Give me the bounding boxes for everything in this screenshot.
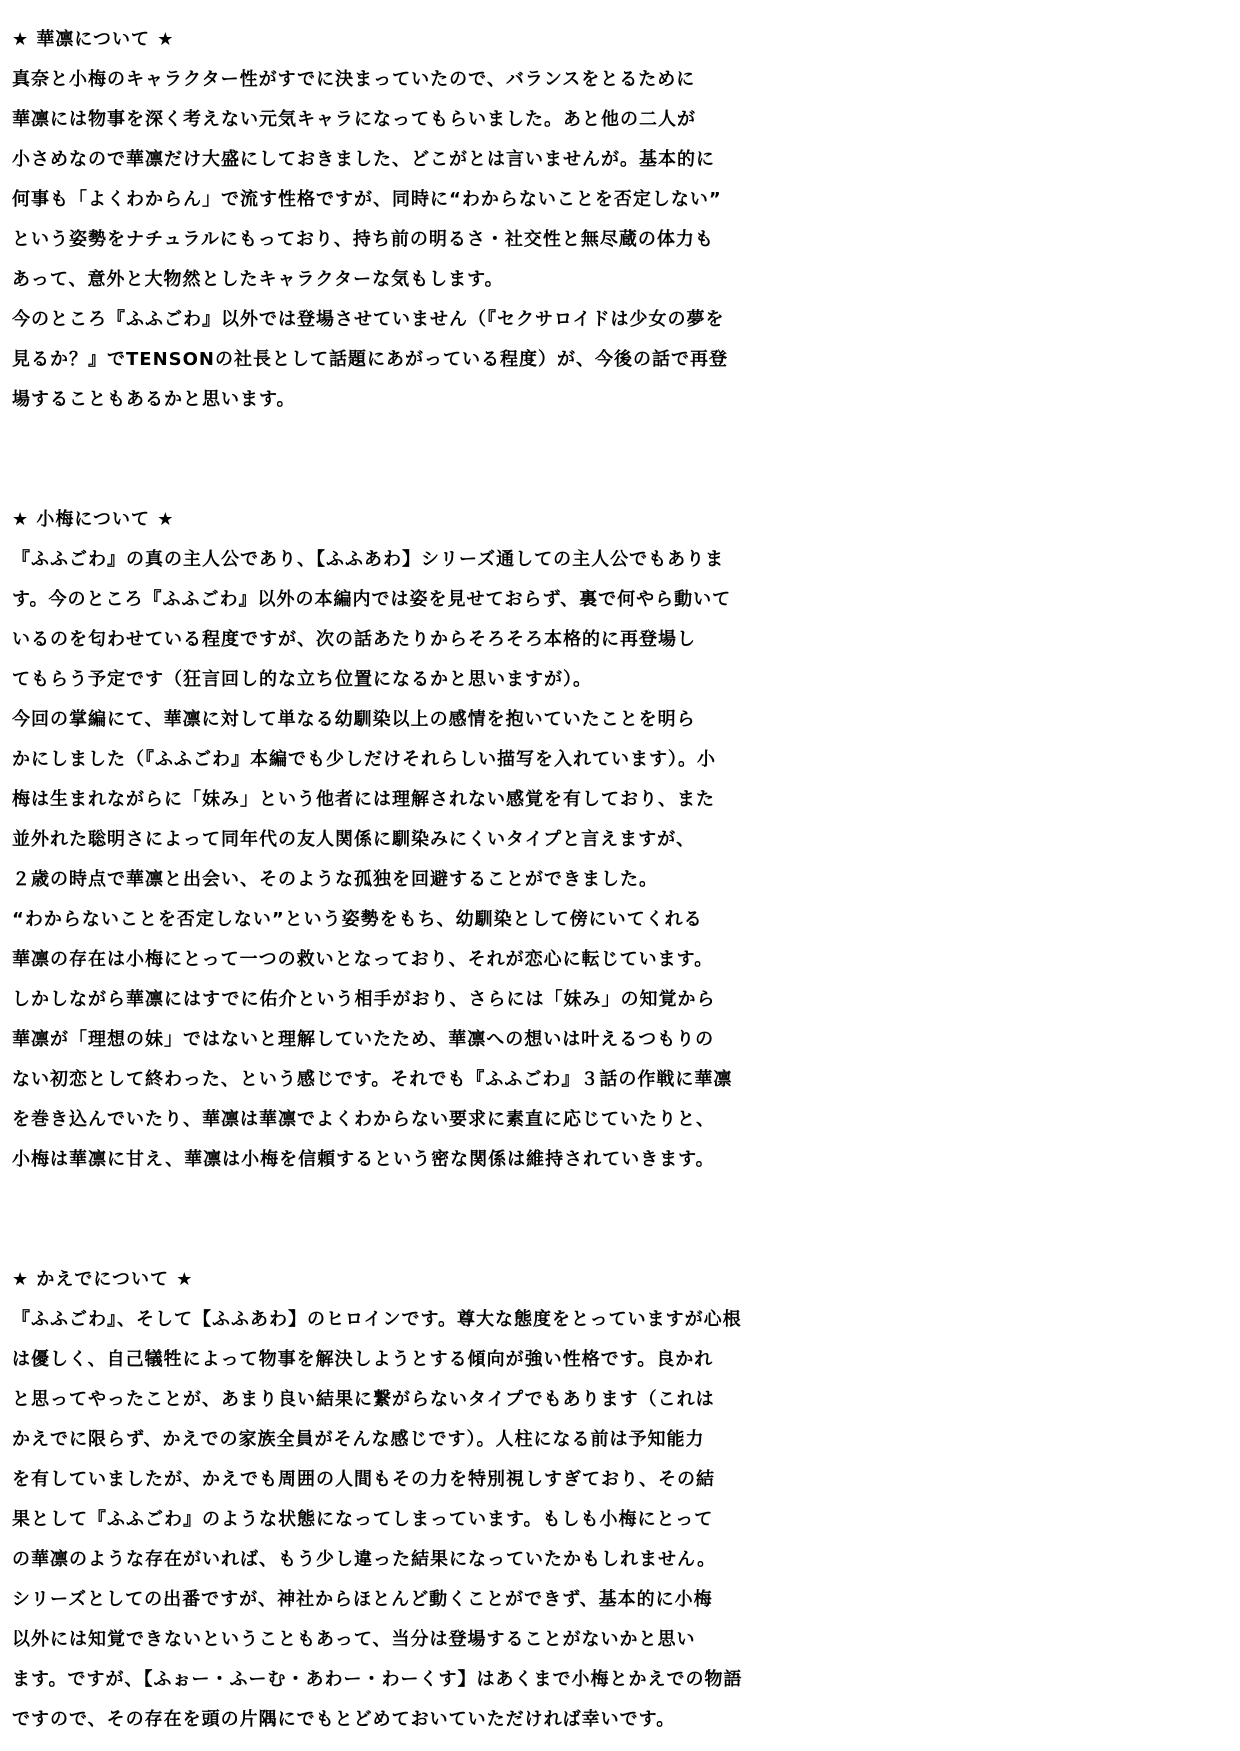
body-text-line: 以外には知覚できないということもあって、当分は登場することがないかと思い [12,1629,696,1650]
body-text-line: 『ふふごわ』の真の主人公であり、【ふふあわ】シリーズ通しての主人公でもありま [12,549,725,570]
body-text-line: 今回の掌編にて、華凛に対して単なる幼馴染以上の感情を抱いていたことを明ら [12,709,696,730]
body-text-line: 今のところ『ふふごわ』以外では登場させていません（『セクサロイドは少女の夢を [12,309,725,330]
body-text-line: いるのを匂わせている程度ですが、次の話あたりからそろそろ本格的に再登場し [12,629,696,650]
body-text-line: かにしました（『ふふごわ』本編でも少しだけそれらしい描写を入れています）。小 [12,749,716,770]
body-text-line: てもらう予定です（狂言回し的な立ち位置になるかと思いますが）。 [12,669,592,690]
body-text-line: “わからないことを否定しない”という姿勢をもち、幼馴染として傍にいてくれる [12,909,703,930]
body-text-line: かえでに限らず、かえでの家族全員がそんな感じです）。人柱になる前は予知能力 [12,1429,705,1450]
body-text-line: ２歳の時点で華凛と出会い、そのような孤独を回避することができました。 [12,869,658,890]
body-text-line: を有していましたが、かえでも周囲の人間もその力を特別視しすぎており、その結 [12,1469,715,1490]
body-text-line: 並外れた聡明さによって同年代の友人関係に馴染みにくいタイプと言えますが、 [12,829,696,850]
body-text-line: という姿勢をナチュラルにもっており、持ち前の明るさ・社交性と無尽蔵の体力も [12,229,714,250]
body-text-line: ですので、その存在を頭の片隅にでもとどめておいていただければ幸いです。 [12,1709,676,1730]
body-text-line: 場することもあるかと思います。 [12,389,296,410]
body-text-line: 見るか？』でTENSONの社長として話題にあがっている程度）が、今後の話で再登 [12,349,728,370]
section-heading: ★ 小梅について ★ [12,509,175,530]
body-text-line: しかしながら華凛にはすでに佑介という相手がおり、さらには「妹み」の知覚から [12,989,716,1010]
body-text-line: 梅は生まれながらに「妹み」という他者には理解されない感覚を有しており、また [12,789,715,810]
body-text-line: は優しく、自己犠牲によって物事を解決しようとする傾向が強い性格です。良かれ [12,1349,714,1370]
section [12,20,1230,420]
body-text-line: を巻き込んでいたり、華凛は華凛でよくわからない要求に素直に応じていたりと、 [12,1109,715,1130]
body-text-line: 何事も「よくわからん」で流す性格ですが、同時に“わからないことを否定しない” [12,189,722,210]
body-text-line: 小さめなので華凛だけ大盛にしておきました、どこがとは言いませんが。基本的に [12,149,715,170]
body-text-line: す。今のところ『ふふごわ』以外の本編内では姿を見せておらず、裏で何やら動いて [12,589,732,610]
body-text-line: と思ってやったことが、あまり良い結果に繋がらないタイプでもあります（これは [12,1389,715,1410]
body-text-line: 真奈と小梅のキャラクター性がすでに決まっていたので、バランスをとるために [12,69,696,90]
body-text-line: 華凛が「理想の妹」ではないと理解していたため、華凛への想いは叶えるつもりの [12,1029,715,1050]
body-text-line: 華凛の存在は小梅にとって一つの救いとなっており、それが恋心に転じています。 [12,949,714,970]
section [12,500,1230,1180]
body-text-line: 小梅は華凛に甘え、華凛は小梅を信頼するという密な関係は維持されていきます。 [12,1149,715,1170]
body-text-line: ない初恋として終わった、という感じです。それでも『ふふごわ』３話の作戦に華凛 [12,1069,733,1090]
section-heading: ★ かえでについて ★ [12,1269,194,1290]
body-text-line: シリーズとしての出番ですが、神社からほとんど動くことができず、基本的に小梅 [12,1589,713,1610]
afterword-page [12,20,1230,1740]
section-heading: ★ 華凛について ★ [12,29,175,50]
section [12,1260,1230,1740]
body-text-line: の華凛のような存在がいれば、もう少し違った結果になっていたかもしれません。 [12,1549,717,1570]
body-text-line: ます。ですが、【ふぉー・ふーむ・あわー・わーくす】はあくまで小梅とかえでの物語 [12,1669,743,1690]
body-text-line: 華凛には物事を深く考えない元気キャラになってもらいました。あと他の二人が [12,109,696,130]
body-text-line: 『ふふごわ』、そして【ふふあわ】のヒロインです。尊大な態度をとっていますが心根 [12,1309,742,1330]
body-text-line: 果として『ふふごわ』のような状態になってしまっています。もしも小梅にとって [12,1509,714,1530]
body-text-line: あって、意外と大物然としたキャラクターな気もします。 [12,269,504,290]
